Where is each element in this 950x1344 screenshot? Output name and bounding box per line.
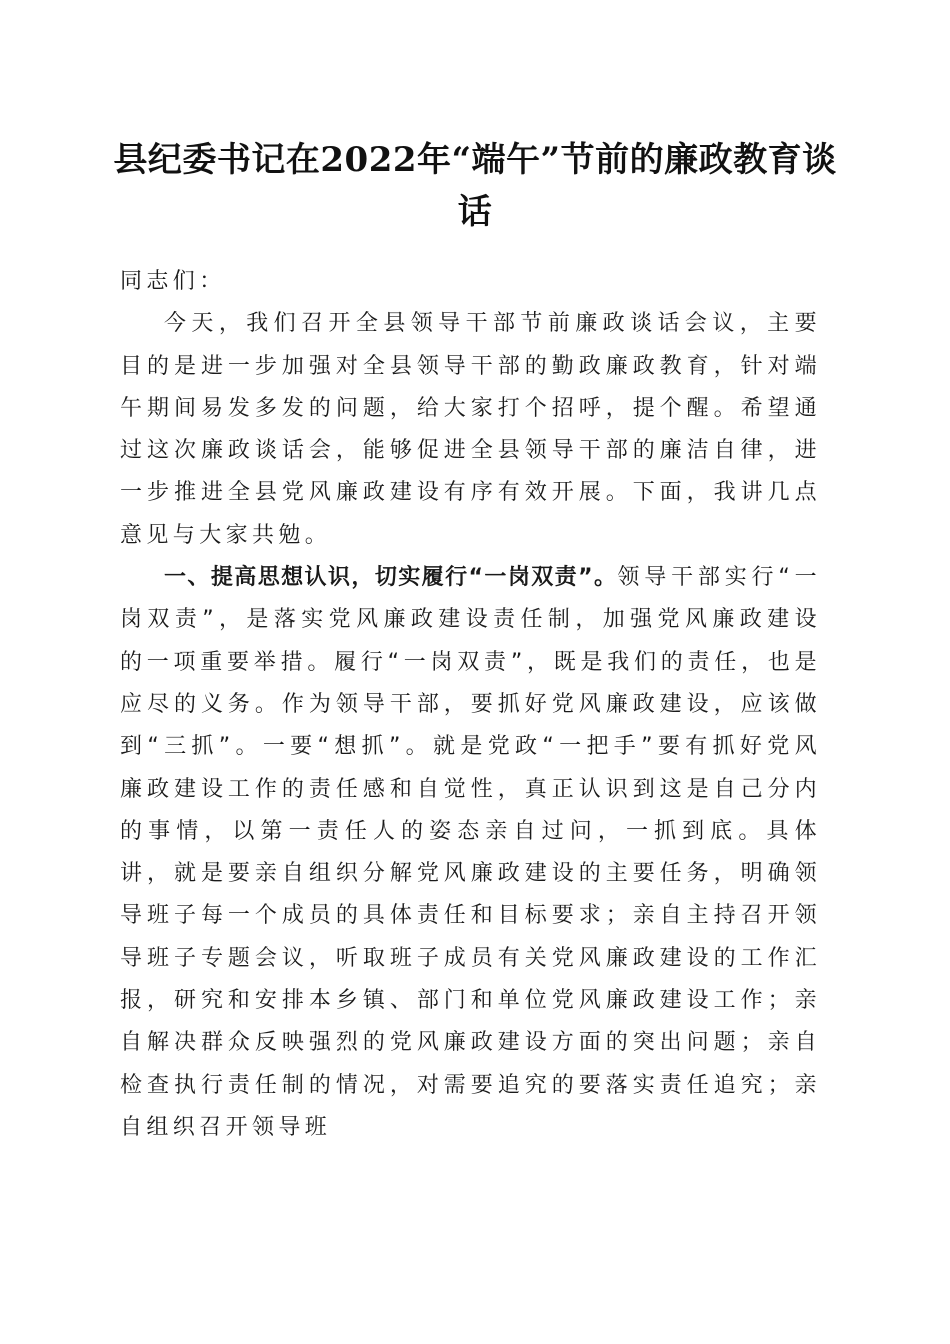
salutation: 同志们：: [120, 269, 226, 294]
section-text: 领导干部实行“一岗双责”，是落实党风廉政建设责任制，加强党风廉政建设的一项重要举措。履行“一岗双责”，既是我们的责任，也是应尽的义务。作为领导干部，要抓好党风廉政建设，应该做到“三抓”。一要“想抓”。就是党政“一把手”要有抓好党风廉政建设工作的责任感和自觉性，真正认识到这是自己分内的事情，以第一责任人的姿态亲自过问，一抓到底。具体讲，就是要亲自组织分解党风廉政建设的主要任务，明确领导班子每一个成员的具体责任和目标要求；亲自主持召开领导班子专题会议，听取班子成员有关党风廉政建设的工作汇报，研究和安排本乡镇、部门和单位党风廉政建设工作；亲自解决群众反映强烈的党风廉政建设方面的突出问题；亲自检查执行责任制的情况，对需要追究的要落实责任追究；亲自组织召开领导班: [120, 565, 821, 1140]
section-heading: 一、提高思想认识，切实履行“一岗双责”。: [164, 565, 618, 591]
document-title: 县纪委书记在2022年“端午”节前的廉政教育谈话: [113, 140, 837, 232]
paragraph-intro: 今天，我们召开全县领导干部节前廉政谈话会议，主要目的是进一步加强对全县领导干部的勤政廉政教育，针对端午期间易发多发的问题，给大家打个招呼，提个醒。希望通过这次廉政谈话会，能够促进全县领导干部的廉洁自律，进一步推进全县党风廉政建设有序有效开展。下面，我讲几点意见与大家共勉。: [120, 311, 821, 548]
document-body: [120, 261, 821, 1149]
paragraph-section-1: [120, 557, 821, 1149]
